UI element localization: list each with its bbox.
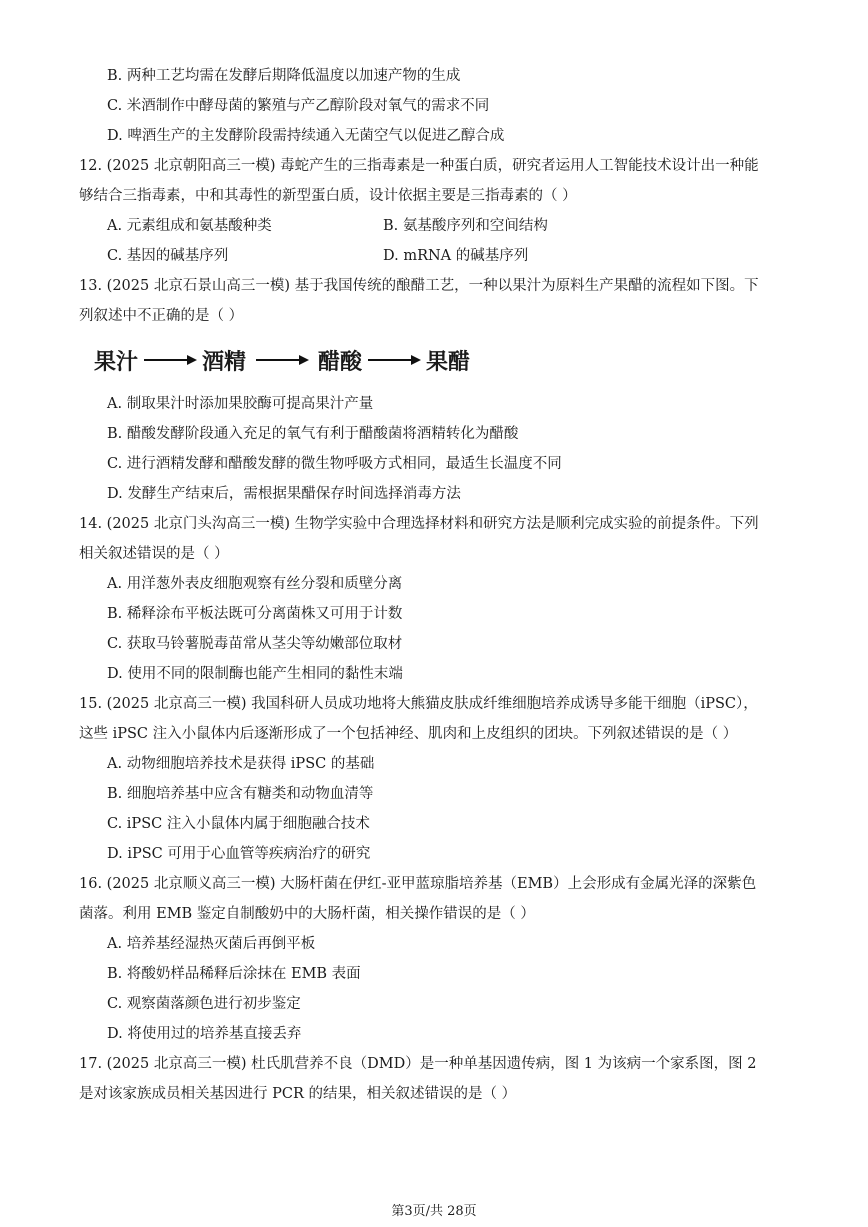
q13-process-flow	[94, 342, 470, 378]
q12-option-b: B. 氨基酸序列和空间结构	[383, 218, 548, 234]
q15-option-d: D. iPSC 可用于心血管等疾病治疗的研究	[107, 846, 371, 862]
flow-step-fruit-vinegar: 果醋	[426, 349, 471, 375]
q16-stem-line1: 16. (2025 北京顺义高三一模) 大肠杆菌在伊红-亚甲蓝琼脂培养基（EMB）上会形成有金属光泽的深紫色	[79, 876, 757, 892]
q12-stem-line1: 12. (2025 北京朝阳高三一模) 毒蛇产生的三指毒素是一种蛋白质，研究者运用人工智能技术设计出一种能	[79, 158, 759, 174]
arrow-right-icon	[250, 350, 314, 370]
q14-stem-line1: 14. (2025 北京门头沟高三一模) 生物学实验中合理选择材料和研究方法是顺利完成实验的前提条件。下列	[79, 516, 759, 532]
arrow-right-icon	[366, 350, 422, 370]
q11-option-c: C. 米酒制作中酵母菌的繁殖与产乙醇阶段对氧气的需求不同	[107, 98, 490, 114]
q15-option-c: C. iPSC 注入小鼠体内属于细胞融合技术	[107, 816, 370, 832]
q17-stem-line2: 是对该家族成员相关基因进行 PCR 的结果，相关叙述错误的是（ ）	[79, 1086, 517, 1102]
q15-stem-line1: 15. (2025 北京高三一模) 我国科研人员成功地将大熊猫皮肤成纤维细胞培养成诱导多能干细胞（iPSC），	[79, 696, 758, 712]
q11-option-b: B. 两种工艺均需在发酵后期降低温度以加速产物的生成	[107, 68, 461, 84]
q12-options-row1	[107, 216, 548, 236]
q14-option-b: B. 稀释涂布平板法既可分离菌株又可用于计数	[107, 606, 403, 622]
q12-option-a: A. 元素组成和氨基酸种类	[107, 218, 272, 234]
q11-option-d: D. 啤酒生产的主发酵阶段需持续通入无菌空气以促进乙醇合成	[107, 128, 505, 144]
q17-stem-line1: 17. (2025 北京高三一模) 杜氏肌营养不良（DMD）是一种单基因遗传病，图 1 为该病一个家系图，图 2	[79, 1056, 757, 1072]
q12-option-c: C. 基因的碱基序列	[107, 248, 229, 264]
flow-step-alcohol: 酒精	[202, 349, 247, 375]
q12-option-d: D. mRNA 的碱基序列	[383, 248, 529, 264]
q16-option-c: C. 观察菌落颜色进行初步鉴定	[107, 996, 301, 1012]
q13-option-a: A. 制取果汁时添加果胶酶可提高果汁产量	[107, 396, 374, 412]
arrow-right-icon	[142, 350, 198, 370]
q13-option-b: B. 醋酸发酵阶段通入充足的氧气有利于醋酸菌将酒精转化为醋酸	[107, 426, 519, 442]
q13-stem-line2: 列叙述中不正确的是（ ）	[79, 308, 244, 324]
q12-stem-line2: 够结合三指毒素，中和其毒性的新型蛋白质，设计依据主要是三指毒素的（ ）	[79, 188, 577, 204]
q12-options-row2	[107, 246, 529, 266]
q13-stem-line1: 13. (2025 北京石景山高三一模) 基于我国传统的酿醋工艺，一种以果汁为原料生产果醋的流程如下图。下	[79, 278, 759, 294]
q14-option-c: C. 获取马铃薯脱毒苗常从茎尖等幼嫩部位取材	[107, 636, 403, 652]
q15-stem-line2: 这些 iPSC 注入小鼠体内后逐渐形成了一个包括神经、肌肉和上皮组织的团块。下列叙述错误的是（ ）	[79, 726, 738, 742]
q13-option-d: D. 发酵生产结束后，需根据果醋保存时间选择消毒方法	[107, 486, 461, 502]
flow-step-acetic-acid: 醋酸	[318, 349, 363, 375]
page-number-footer: 第3页/共 28页	[391, 1204, 477, 1219]
flow-step-juice: 果汁	[94, 349, 139, 375]
q16-stem-line2: 菌落。利用 EMB 鉴定自制酸奶中的大肠杆菌，相关操作错误的是（ ）	[79, 906, 535, 922]
q15-option-a: A. 动物细胞培养技术是获得 iPSC 的基础	[107, 756, 375, 772]
q16-option-b: B. 将酸奶样品稀释后涂抹在 EMB 表面	[107, 966, 361, 982]
q14-option-a: A. 用洋葱外表皮细胞观察有丝分裂和质壁分离	[107, 576, 403, 592]
q15-option-b: B. 细胞培养基中应含有糖类和动物血清等	[107, 786, 374, 802]
q13-option-c: C. 进行酒精发酵和醋酸发酵的微生物呼吸方式相同，最适生长温度不同	[107, 456, 562, 472]
q14-option-d: D. 使用不同的限制酶也能产生相同的黏性末端	[107, 666, 403, 682]
q14-stem-line2: 相关叙述错误的是（ ）	[79, 546, 229, 562]
q16-option-a: A. 培养基经湿热灭菌后再倒平板	[107, 936, 316, 952]
q16-option-d: D. 将使用过的培养基直接丢弃	[107, 1026, 302, 1042]
